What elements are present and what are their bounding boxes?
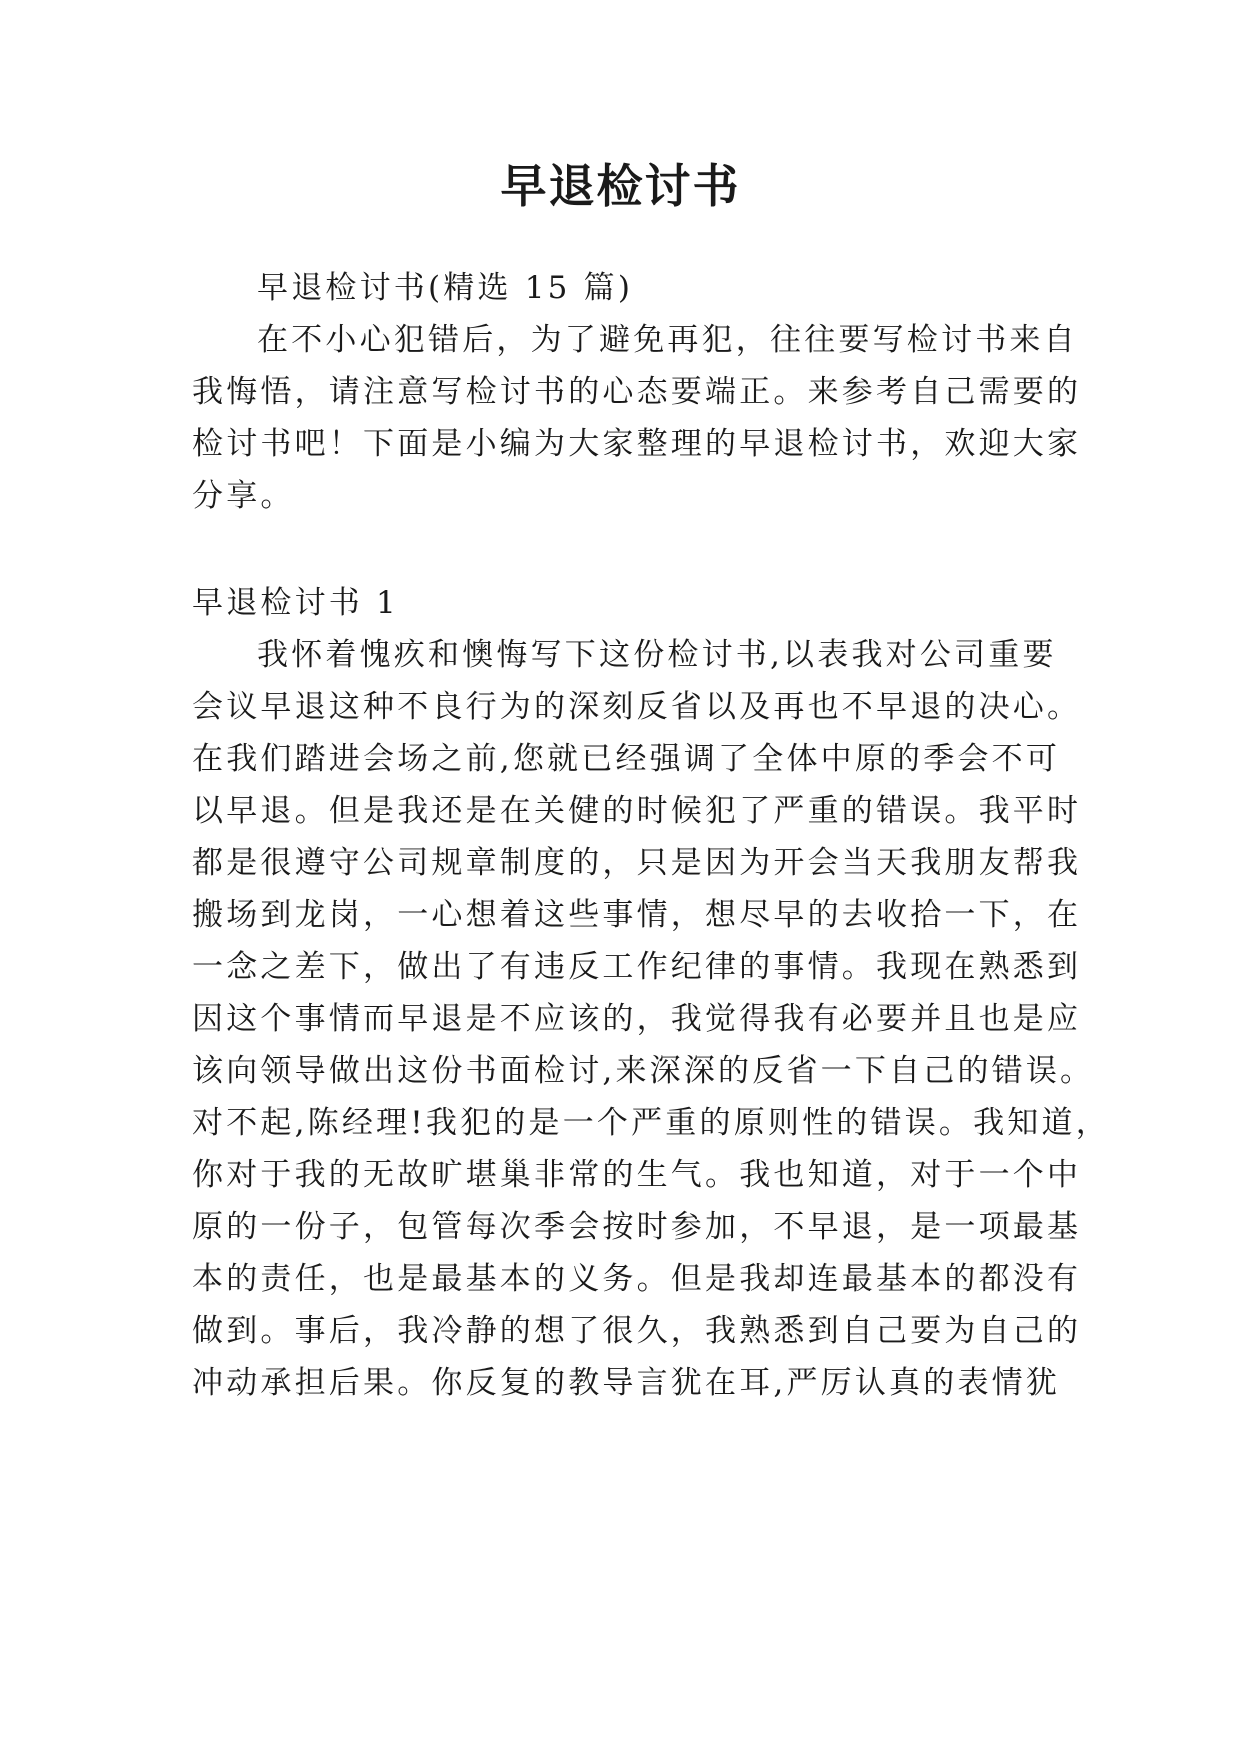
body-line: 原的一份子，包管每次季会按时参加，不早退，是一项最基 xyxy=(192,1209,1082,1245)
body-line: 以早退。但是我还是在关健的时候犯了严重的错误。我平时 xyxy=(192,793,1082,829)
body-line: 你对于我的无故旷堪巢非常的生气。我也知道，对于一个中 xyxy=(192,1157,1082,1193)
intro-line: 分享。 xyxy=(192,478,295,514)
body-line: 因这个事情而早退是不应该的，我觉得我有必要并且也是应 xyxy=(192,1001,1082,1037)
body-line: 都是很遵守公司规章制度的，只是因为开会当天我朋友帮我 xyxy=(192,845,1082,881)
section-heading: 早退检讨书 1 xyxy=(192,585,399,621)
body-line: 冲动承担后果。你反复的教导言犹在耳,严厉认真的表情犹 xyxy=(192,1365,1061,1401)
body-line: 对不起,陈经理!我犯的是一个严重的原则性的错误。我知道， xyxy=(192,1105,1110,1141)
body-line: 会议早退这种不良行为的深刻反省以及再也不早退的决心。 xyxy=(192,689,1082,725)
document-subtitle: 早退检讨书(精选 15 篇) xyxy=(257,270,634,306)
body-line: 搬场到龙岗，一心想着这些事情，想尽早的去收拾一下，在 xyxy=(192,897,1082,933)
body-line: 做到。事后，我冷静的想了很久，我熟悉到自己要为自己的 xyxy=(192,1313,1082,1349)
intro-line: 在不小心犯错后，为了避免再犯，往往要写检讨书来自 xyxy=(257,322,1078,358)
body-line: 我怀着愧疚和懊悔写下这份检讨书,以表我对公司重要 xyxy=(257,637,1057,673)
body-line: 本的责任，也是最基本的义务。但是我却连最基本的都没有 xyxy=(192,1261,1082,1297)
intro-line: 我悔悟，请注意写检讨书的心态要端正。来参考自己需要的 xyxy=(192,374,1082,410)
intro-line: 检讨书吧！下面是小编为大家整理的早退检讨书，欢迎大家 xyxy=(192,426,1082,462)
document-title: 早退检讨书 xyxy=(500,159,741,213)
body-line: 一念之差下，做出了有违反工作纪律的事情。我现在熟悉到 xyxy=(192,949,1082,985)
body-line: 在我们踏进会场之前,您就已经强调了全体中原的季会不可 xyxy=(192,741,1061,777)
body-line: 该向领导做出这份书面检讨,来深深的反省一下自己的错误。 xyxy=(192,1053,1095,1089)
